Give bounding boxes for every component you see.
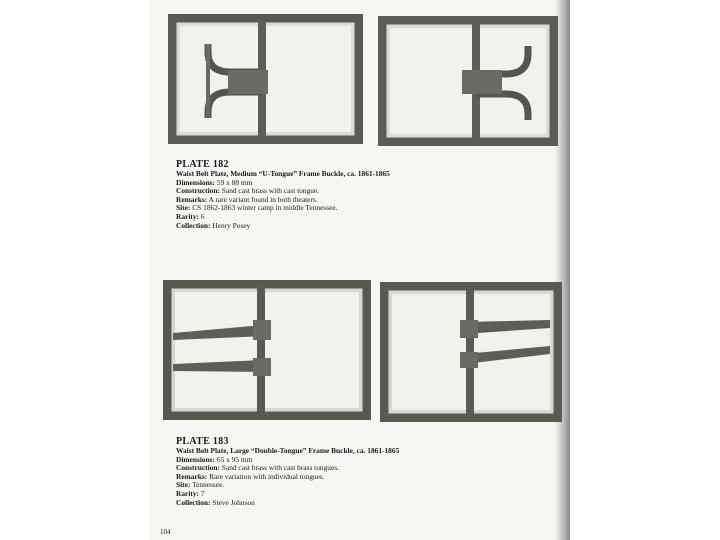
plate-182-collection: Collection: Henry Posey — [176, 220, 251, 230]
plate-182-site: Site: CS 1862-1863 winter camp in middle Tennessee. — [176, 203, 338, 213]
plate-182-caption — [176, 159, 390, 230]
plate-182-rarity: Rarity: 6 — [176, 211, 205, 221]
plate-183-site: Site: Tennessee. — [176, 480, 225, 490]
plate-183-caption — [176, 436, 399, 507]
plate-182-construction: Construction: Sand cast brass with cast tongue. — [176, 186, 320, 196]
plate-182-remarks: Remarks: A rare variant found in both theaters. — [176, 194, 318, 204]
plate-183-collection: Collection: Steve Johnson — [176, 497, 255, 507]
plate-182-dimensions: Dimensions: 59 x 88 mm — [176, 177, 253, 187]
plate-183-photo-front — [163, 280, 371, 420]
plate-183-construction: Construction: Sand cast brass with cast brass tongues. — [176, 463, 340, 473]
page-number: 104 — [160, 528, 171, 536]
plate-182-title: Waist Belt Plate, Medium “U-Tongue” Frame Buckle, ca. 1861-1865 — [176, 169, 390, 178]
plate-183-number: PLATE 183 — [176, 436, 229, 447]
plate-183-rarity: Rarity: 7 — [176, 488, 205, 498]
plate-182-photo-front — [168, 14, 363, 144]
plate-183-dimensions: Dimensions: 65 x 95 mm — [176, 454, 253, 464]
plate-183-photo-back — [380, 282, 562, 422]
plate-182-photo-back — [378, 16, 558, 146]
plate-183-remarks: Remarks: Rare variation with individual tongues. — [176, 471, 325, 481]
plate-183-title: Waist Belt Plate, Large “Double-Tongue” Frame Buckle, ca. 1861-1865 — [176, 446, 400, 455]
plate-182-number: PLATE 182 — [176, 159, 229, 170]
